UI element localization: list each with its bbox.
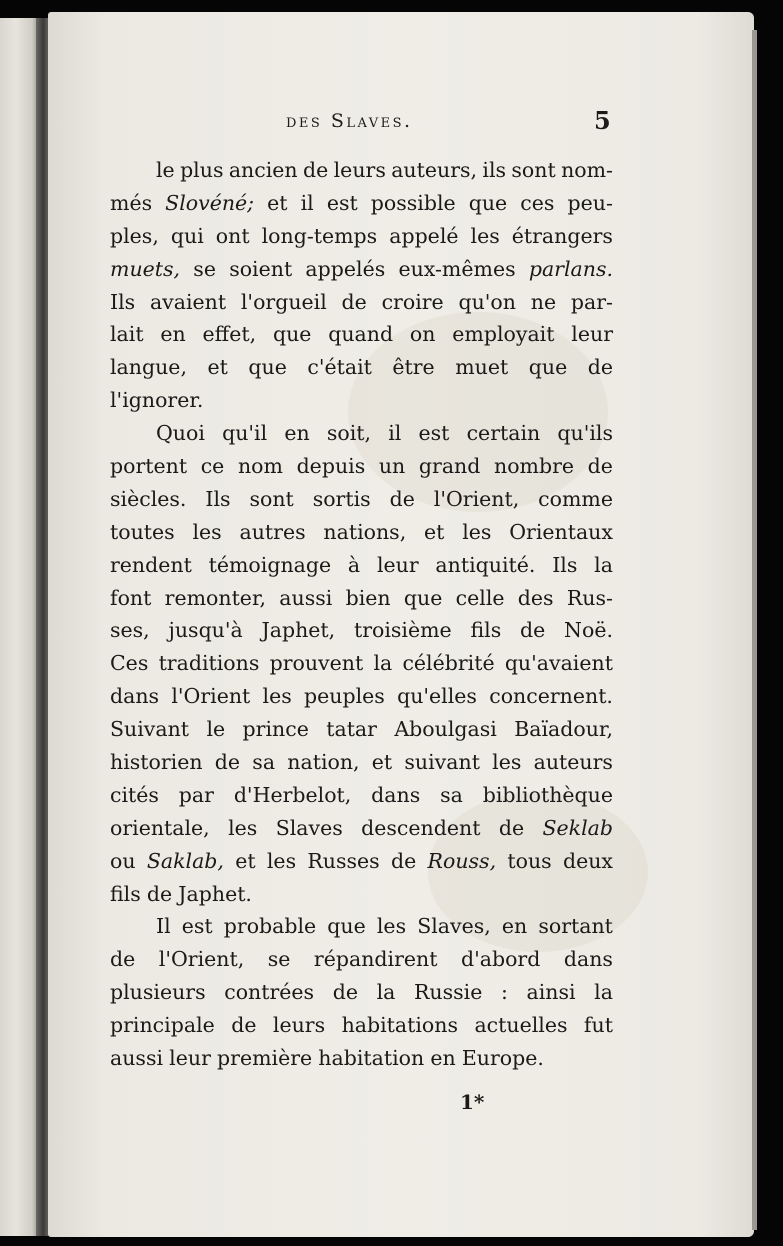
text-line: dans l'Orient les peuples qu'elles concernent. [110, 684, 613, 709]
text-line: ples, qui ont long-temps appelé les étrangers [110, 223, 613, 248]
text-line: historien de sa nation, et suivant les auteurs [110, 750, 613, 775]
text-line: lait en effet, que quand on employait leur [110, 322, 613, 347]
text-line: langue, et que c'était être muet que de [110, 355, 613, 380]
page-right-edge [752, 30, 757, 1230]
text-line: siècles. Ils sont sortis de l'Orient, comme [110, 486, 613, 511]
text-line: le plus ancien de leurs auteurs, ils sont nom- [156, 158, 613, 182]
page-number: 5 [594, 106, 611, 135]
text-line: ses, jusqu'à Japhet, troisième fils de Noë. [110, 618, 613, 643]
text-line: cités par d'Herbelot, dans sa bibliothèque [110, 782, 613, 807]
running-head-title: des Slaves. [286, 110, 413, 132]
text-line: Quoi qu'il en soit, il est certain qu'ils [156, 421, 613, 446]
signature-mark: 1* [460, 1090, 485, 1114]
text-line: fils de Japhet. [110, 881, 252, 906]
text-line: toutes les autres nations, et les Orientaux [110, 519, 613, 544]
paragraph [110, 910, 613, 1074]
text-line: plusieurs contrées de la Russie : ainsi la [110, 980, 613, 1005]
text-line: portent ce nom depuis un grand nombre de [110, 454, 613, 479]
text-line: de l'Orient, se répandirent d'abord dans [110, 947, 613, 972]
text-line: més Slovéné; et il est possible que ces peu- [110, 190, 613, 215]
paragraph [110, 154, 613, 417]
text-line: font remonter, aussi bien que celle des Rus- [110, 585, 613, 610]
text-line: l'ignorer. [110, 388, 204, 413]
text-line: orientale, les Slaves descendent de Seklab [110, 815, 613, 840]
text-line: principale de leurs habitations actuelles fut [110, 1013, 613, 1038]
text-line: ou Saklab, et les Russes de Rouss, tous deux [110, 848, 613, 873]
paragraph [110, 417, 613, 910]
text-line: Il est probable que les Slaves, en sortant [156, 914, 613, 939]
text-line: muets, se soient appelés eux-mêmes parlans. [110, 256, 613, 281]
text-line: Ces traditions prouvent la célébrité qu'avaient [110, 651, 613, 676]
text-line: Suivant le prince tatar Aboulgasi Baïadour, [110, 717, 613, 742]
text-line: aussi leur première habitation en Europe. [110, 1046, 544, 1071]
text-line: rendent témoignage à leur antiquité. Ils la [110, 552, 613, 577]
body-text [110, 154, 613, 1075]
facing-page-edge [0, 18, 40, 1236]
text-line: Ils avaient l'orgueil de croire qu'on ne par- [110, 289, 613, 314]
